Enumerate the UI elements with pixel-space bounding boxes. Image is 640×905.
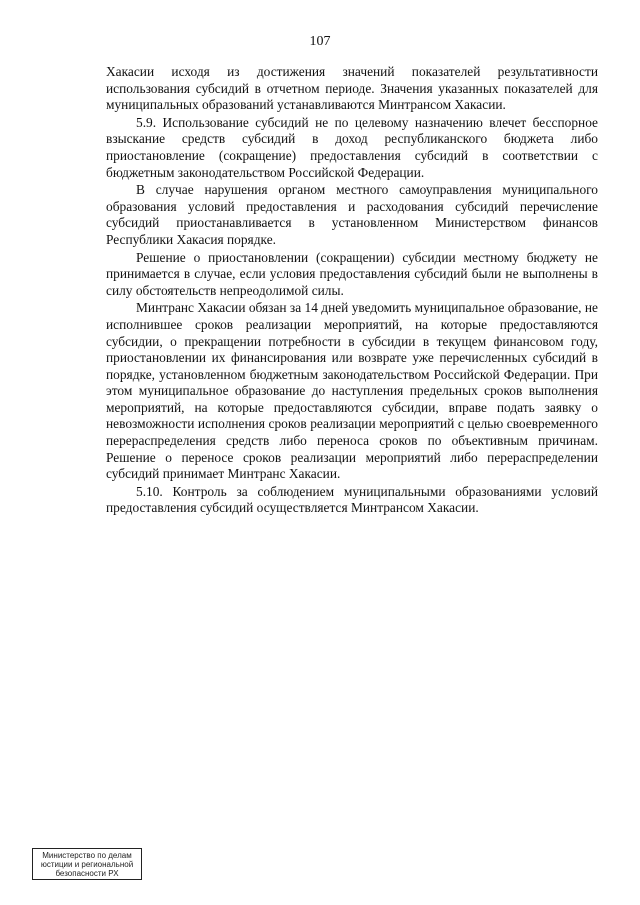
paragraph-notification: Минтранс Хакасии обязан за 14 дней уведомить муниципальное образование, не исполнившее сроков реализации мероприятий, на которые предоставляются субсидии, о прекращении потребности в субсидии в текущем финансовом году, приостановлении их финансирования или возврате уже перечисленных субсидий в порядке, установленном бюджетным законодательством Российской Федерации. При этом муниципальное образование до наступления предельных сроков выполнения мероприятий, на которые предоставляются субсидии, вправе подать заявку о невозможности исполнения сроков реализации мероприятий с целью своевременного перераспределения средств либо переноса сроков по объективным причинам. Решение о переносе сроков реализации мероприятий либо перераспределении субсидий принимает Минтранс Хакасии.: [106, 300, 598, 482]
paragraph-5-9: 5.9. Использование субсидий не по целевому назначению влечет бесспорное взыскание средств субсидий в доход республиканского бюджета либо приостановление (сокращение) предоставления субсидий в соответствии с бюджетным законодательством Российской Федерации.: [106, 114, 598, 180]
paragraph-force-majeure: Решение о приостановлении (сокращении) субсидии местному бюджету не принимается в случае, если условия предоставления субсидий были не выполнены в силу обстоятельств непреодолимой силы.: [106, 249, 598, 298]
ministry-stamp: [32, 848, 142, 880]
stamp-line-1: Министерство по делам: [42, 851, 132, 860]
stamp-line-2: юстиции и региональной: [40, 860, 134, 869]
page-number: 107: [309, 34, 331, 49]
paragraph-suspension: В случае нарушения органом местного самоуправления муниципального образования условий предоставления и расходования субсидий перечисление субсидий приостанавливается в установленном Министерством финансов Республики Хакасия порядке.: [106, 182, 598, 247]
paragraph-continuation: Хакасии исходя из достижения значений показателей результативности использования субсидий в отчетном периоде. Значения указанных показателей для муниципальных образований устанавливаются Минтрансом Хакасии.: [106, 64, 598, 113]
paragraph-5-10: 5.10. Контроль за соблюдением муниципальными образованиями условий предоставления субсидий осуществляется Минтрансом Хакасии.: [106, 483, 598, 516]
document-body: [106, 64, 598, 517]
stamp-line-3: безопасности РХ: [55, 869, 119, 878]
